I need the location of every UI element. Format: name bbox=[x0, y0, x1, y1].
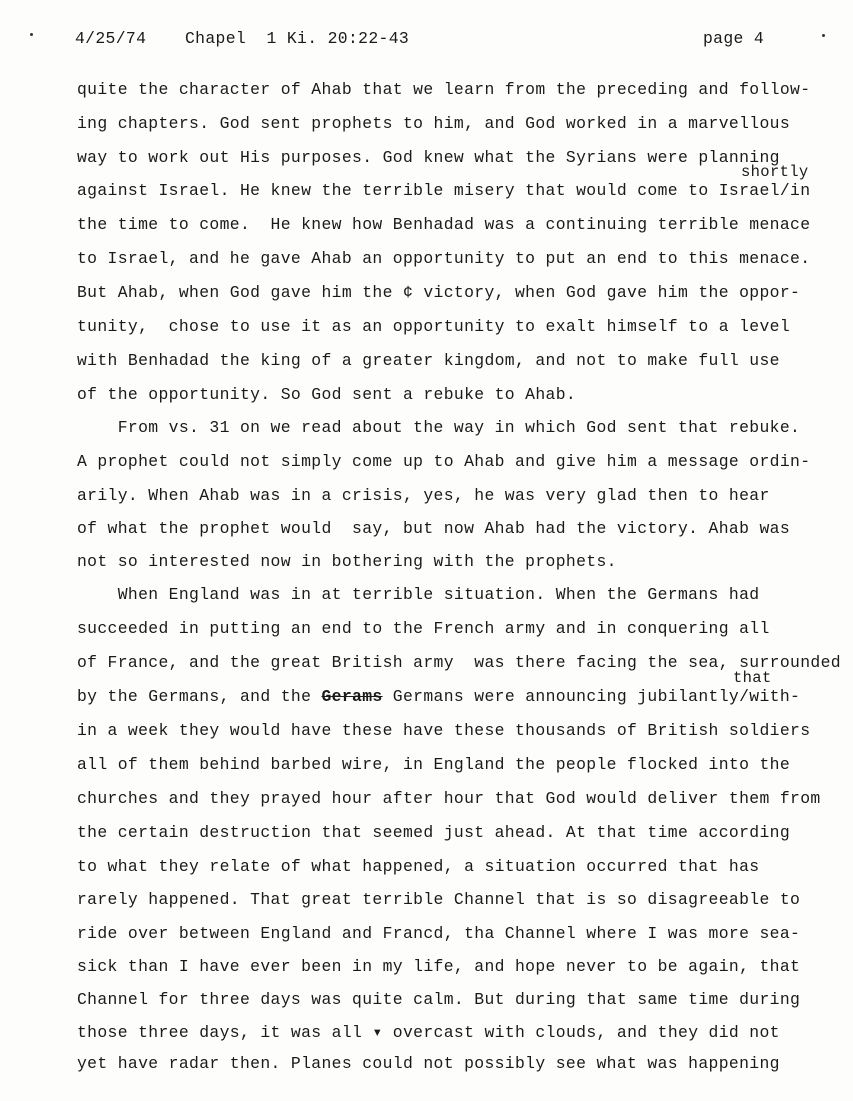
text-line: in a week they would have these have these thousands of British soldiers bbox=[77, 721, 811, 740]
text-line: When England was in at terrible situation. When the Germans had bbox=[77, 585, 760, 604]
paper-speck bbox=[30, 33, 33, 36]
header-title: Chapel 1 Ki. 20:22-43 bbox=[185, 29, 410, 48]
text-line: sick than I have ever been in my life, and hope never to be again, that bbox=[77, 957, 801, 976]
text-line: succeeded in putting an end to the French army and in conquering all bbox=[77, 619, 770, 638]
text-line: all of them behind barbed wire, in England the people flocked into the bbox=[77, 755, 791, 774]
inserted-word-that: that bbox=[733, 669, 772, 687]
text-segment: by the Germans, and the bbox=[77, 687, 322, 706]
text-line: churches and they prayed hour after hour that God would deliver them from bbox=[77, 789, 821, 808]
text-line: yet have radar then. Planes could not possibly see what was happening bbox=[77, 1054, 780, 1073]
text-line: ing chapters. God sent prophets to him, and God worked in a marvellous bbox=[77, 114, 791, 133]
header-date: 4/25/74 bbox=[75, 29, 147, 48]
text-line: of France, and the great British army was there facing the sea, surrounded bbox=[77, 653, 841, 672]
text-line: the certain destruction that seemed just ahead. At that time according bbox=[77, 823, 791, 842]
text-line: quite the character of Ahab that we learn from the preceding and follow- bbox=[77, 80, 811, 99]
text-segment: Germans were announcing jubilantly/with- bbox=[382, 687, 801, 706]
text-line: not so interested now in bothering with the prophets. bbox=[77, 552, 617, 571]
text-line: to what they relate of what happened, a situation occurred that has bbox=[77, 857, 760, 876]
text-line: with Benhadad the king of a greater kingdom, and not to make full use bbox=[77, 351, 780, 370]
text-line: to Israel, and he gave Ahab an opportunity to put an end to this menace. bbox=[77, 249, 811, 268]
struck-out-word: Gerams bbox=[321, 687, 383, 706]
header-page-number: page 4 bbox=[703, 29, 765, 48]
text-line: against Israel. He knew the terrible misery that would come to Israel/in bbox=[77, 181, 811, 200]
text-line: of what the prophet would say, but now Ahab had the victory. Ahab was bbox=[77, 519, 791, 538]
text-line: those three days, it was all ▾ overcast with clouds, and they did not bbox=[77, 1023, 780, 1042]
text-line: But Ahab, when God gave him the ¢ victory, when God gave him the oppor- bbox=[77, 283, 801, 302]
text-line: ride over between England and Francd, tha Channel where I was more sea- bbox=[77, 924, 801, 943]
text-line: A prophet could not simply come up to Ahab and give him a message ordin- bbox=[77, 452, 811, 471]
text-line-with-strikeout bbox=[77, 687, 800, 706]
text-line: tunity, chose to use it as an opportunity to exalt himself to a level bbox=[77, 317, 791, 336]
text-line: of the opportunity. So God sent a rebuke to Ahab. bbox=[77, 385, 577, 404]
text-line: From vs. 31 on we read about the way in which God sent that rebuke. bbox=[77, 418, 801, 437]
text-line: arily. When Ahab was in a crisis, yes, he was very glad then to hear bbox=[77, 486, 770, 505]
inserted-word-shortly: shortly bbox=[741, 163, 809, 181]
paper-speck bbox=[822, 34, 825, 37]
text-line: the time to come. He knew how Benhadad was a continuing terrible menace bbox=[77, 215, 811, 234]
text-line: Channel for three days was quite calm. But during that same time during bbox=[77, 990, 801, 1009]
text-line: way to work out His purposes. God knew what the Syrians were planning bbox=[77, 148, 780, 167]
text-line: rarely happened. That great terrible Channel that is so disagreeable to bbox=[77, 890, 801, 909]
